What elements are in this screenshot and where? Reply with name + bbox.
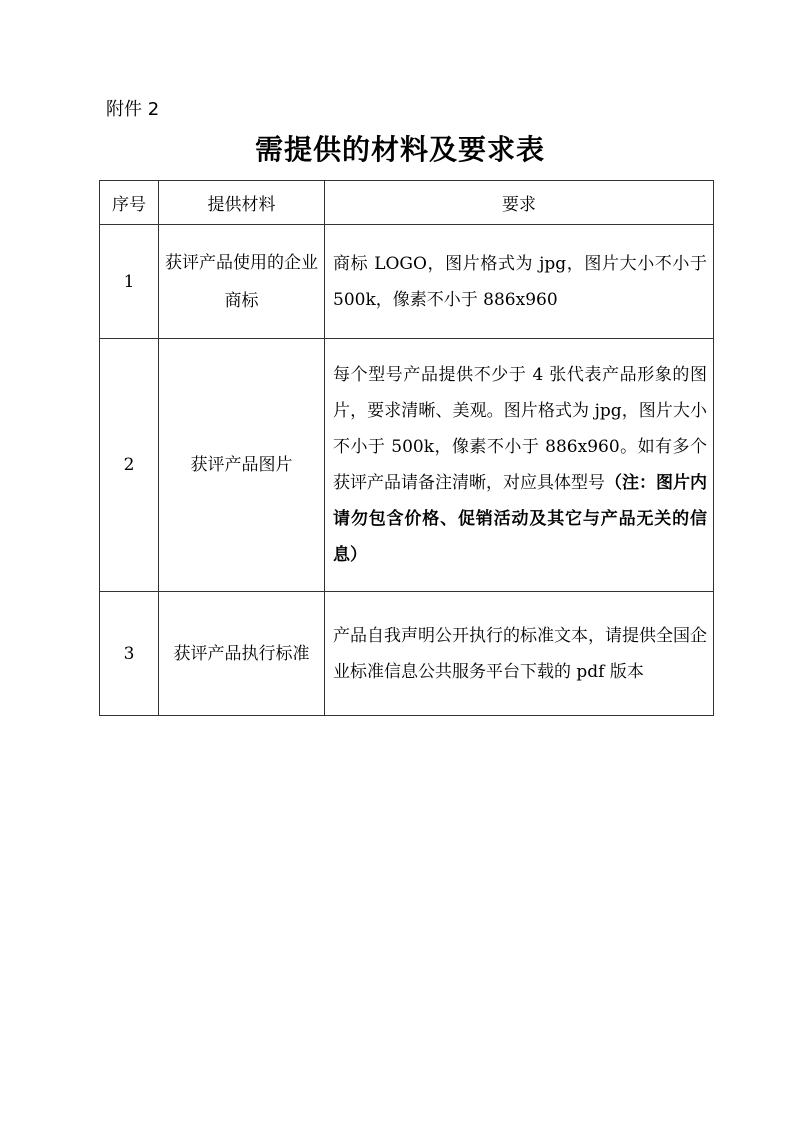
row-material: 获评产品使用的企业商标: [159, 225, 325, 339]
table-row: [100, 339, 714, 592]
requirement-text: 每个型号产品提供不少于 4 张代表产品形象的图片，要求清晰、美观。图片格式为 jpg，图片大小不小于 500k，像素不小于 886x960。如有多个获评产品请备注清晰，对应具体型号: [333, 365, 707, 493]
table-header-row: [100, 181, 714, 225]
table-row: [100, 225, 714, 339]
table-row: [100, 592, 714, 716]
row-requirement: [325, 339, 714, 592]
row-material: 获评产品图片: [159, 339, 325, 592]
attachment-label: 附件 2: [106, 99, 160, 120]
requirement-text: 产品自我声明公开执行的标准文本，请提供全国企业标准信息公共服务平台下载的 pdf 版本: [333, 625, 707, 682]
materials-requirements-table: [99, 180, 714, 716]
row-no: 3: [100, 592, 159, 716]
requirement-text: 商标 LOGO，图片格式为 jpg，图片大小不小于 500k，像素不小于 886x960: [333, 253, 707, 310]
row-material: 获评产品执行标准: [159, 592, 325, 716]
header-requirement: 要求: [325, 181, 714, 225]
row-requirement: [325, 225, 714, 339]
header-material: 提供材料: [159, 181, 325, 225]
row-no: 1: [100, 225, 159, 339]
page-title: 需提供的材料及要求表: [254, 133, 545, 166]
header-no: 序号: [100, 181, 159, 225]
row-no: 2: [100, 339, 159, 592]
row-requirement: [325, 592, 714, 716]
requirement-note: （注：图片内请勿包含价格、促销活动及其它与产品无关的信息）: [333, 473, 707, 565]
